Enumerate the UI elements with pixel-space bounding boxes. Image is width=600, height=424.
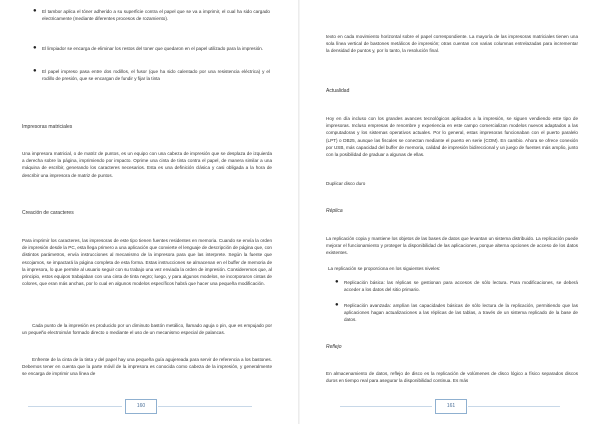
page-number: 160 [125, 399, 157, 414]
paragraph-replica: La replicación copia y mantiene los objetos de las bases de datos que levantan un sistema distribuido. La replicación puede mejorar el funcionamiento y proteger la disponibilidad de las aplicaciones, porque alterna opciones de acceso de los datos existentes. [326, 236, 578, 256]
right-page [300, 0, 600, 424]
paragraph-top: texto en cada movimiento horizontal sobre el papel correspondiente. La mayoría de las impresoras matriciales tienen una sola línea vertical de bastones metálicos de impresión; otras cuentan con varias columnas entrelazadas para incrementar la densidad de puntos y, por lo tanto, la resolución final. [326, 34, 578, 54]
line-duplicate: Duplicar disco duro [326, 181, 366, 186]
bullet-text: El tambor aplica el tóner adherido a su superficie contra el papel que se va a imprimir, el cual ha sido cargado electricamente (mediante diferentes procesos de rozamiento). [42, 9, 270, 22]
paragraph-ink: Enfrente de la cinta de la tinta y del papel hay una pequeña guía agujereada para servir de referencia a los bastones. Debemos tener en cuenta que la parte móvil de la impresora es conocida como cabeza de la impresión, y generalmente se encarga de imprimir una línea de [22, 357, 272, 377]
footer-rule [158, 406, 252, 407]
bullet-item [33, 8, 270, 22]
bullet-item [33, 68, 270, 82]
paragraph-current: Hoy en día incluso con los grandes avances tecnológicos aplicados a la impresión, se siguen vendiendo este tipo de impresoras. Incluso empresas de renombre y experiencia en este campo comercializan modelos nuevos adaptados a las computadoras y los sistemas operativos actuales. Por lo general, estas impresoras funcionaban con el puerto paralelo (LPT) o DB25, aunque las fiscales se conectan mediante el puerto en serie (COM). En cambio. Ahora se ofrece conexión por USB, más capacidad del buffer de memoria, calidad de impresión bidireccional y un juego de fuentes más amplio, junto con la posibilidad de graduar a algunas de ellas. [326, 116, 578, 158]
paragraph-matrix: Una impresora matricial, o de matriz de puntos, es un equipo con una cabeza de impresión que se desplaza de izquierda a derecha sobre la página, imprimiendo por impacto. Oprime una cinta de tinta contra el papel, de manera similar a una máquina de escribir, generando los caracteres necesarios. Esta es una definición clásica y casi obligada a la hora de describir una impresora de matriz de puntos. [22, 151, 272, 178]
paragraph-head: Cada punto de la impresión es producido por un diminuto bastón metálico, llamado aguja o pin, que es empujado por un pequeño electroimán formado directo o mediante el uso de un mecanismo especial de palancas. [22, 323, 272, 336]
heading-replica: Réplica [326, 208, 343, 214]
heading-matrix: Impresoras matriciales [22, 124, 73, 130]
heading-mirror: Reflejo [326, 344, 342, 350]
bullet-icon: ● [335, 302, 339, 308]
bullet-icon: ● [33, 45, 37, 51]
page-number: 161 [435, 399, 467, 414]
bullet-icon: ● [33, 8, 37, 14]
heading-current: Actualidad [326, 88, 350, 94]
footer-rule [340, 406, 432, 407]
heading-chars: Creación de caracteres [22, 210, 74, 216]
bullet-text: El limpiador se encarga de eliminar los restos del toner que quedaron en el papel utilizado para la impresión. [42, 46, 264, 51]
bullet-item [335, 279, 578, 293]
bullet-icon: ● [335, 279, 339, 285]
footer-rule [28, 406, 122, 407]
page-footer [0, 398, 300, 418]
bullet-text: El papel impreso pasa entre dos rodillos, el fusor (que ha sido calentado por una resistencia eléctrica) y el rodillo de presión, que se encargan de fundir y fijar la tinta [42, 69, 270, 82]
bullet-text: Replicación básica: las réplicas se gestionan para accesos de sólo lectura. Para modificaciones, se deberá acceder a los datos del sitio primario. [344, 280, 578, 293]
paragraph-mirror: En almacenamiento de datos, reflejo de disco es la replicación de volúmenes de disco lógico a físico separados discos duros en tiempo real para asegurar la disponibilidad continua. Es más [326, 371, 578, 384]
footer-rule [468, 406, 560, 407]
page-footer [300, 398, 600, 418]
bullet-text: Replicación avanzada: amplían las capacidades básicas de sólo lectura de la replicación, permitiendo que las aplicaciones hagan actualizaciones a las réplicas de las tablas, a través de un sistema replicado de la base de datos. [344, 303, 578, 323]
line-levels: La replicación se proporciona en los siguientes niveles: [328, 266, 441, 271]
paragraph-chars: Para imprimir los caracteres, las impresoras de este tipo tienen fuentes residentes en memoria. Cuando se envía la orden de impresión desde la PC, esta llega primero a una aplicación que convierte el lenguaje de descripción de página que, con distintos parámetros, envía instrucciones al mecanismo de la impresora para que las interprete. Según la fuente que escojamos, se impactará la página completa de esta forma. Estas instrucciones se almacenan en el buffer de memoria de la impresora, lo que permite al usuario seguir con su trabajo una vez enviada la orden de impresión. Consideremos que, al principio, estos equipos trabajaban con una cinta de tinta negro; luego, y para algunos modelos, se incorporaron cintas de colores, que eran más anchas, por lo cual en algunos modelos específicos habrá que hacer una pequeña modificación. [22, 238, 272, 287]
bullet-item [335, 302, 578, 324]
bullet-icon: ● [33, 68, 37, 74]
bullet-item [33, 45, 270, 52]
